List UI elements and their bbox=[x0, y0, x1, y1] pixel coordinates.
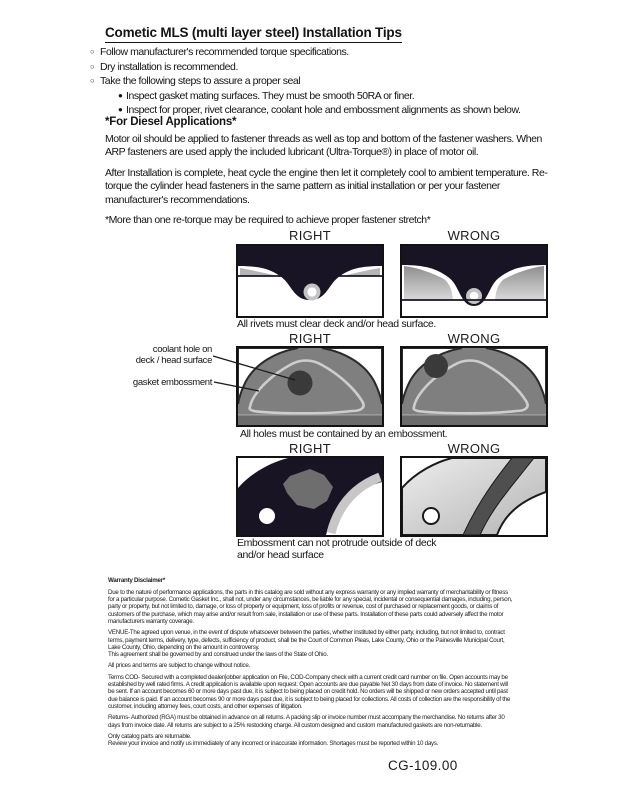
row1-wrong-label: WRONG bbox=[447, 228, 501, 243]
page-title: Cometic MLS (multi layer steel) Installation Tips bbox=[105, 25, 402, 43]
rivet-center bbox=[307, 287, 316, 296]
legal-paragraph: Due to the nature of performance applications, the parts in this catalog are sold without any express warranty or any implied warranty of merchantability or fitness for a particular purpose. Cometic Gasket Inc., shall not, under any circumstances, be liable for any special, incidental or consequential damages, including, person, party or property, but not limited to, damage, or loss of property or equipment, loss of profits or revenue, cost of purchased or replacement goods, or claims of customers of the purchase, which may arise and/or result from sale, installation or use of these parts. Installation of these parts could adversely affect the motor manufacturers warranty coverage. bbox=[108, 588, 513, 625]
rivet-right-diagram bbox=[236, 244, 384, 318]
callout-line: gasket embossment bbox=[132, 377, 212, 388]
protrusion-right-graphic bbox=[238, 458, 382, 535]
bolt-hole bbox=[259, 508, 275, 524]
legal-paragraph: Only catalog parts are returnable. bbox=[108, 732, 192, 740]
open-bullet-icon: ○ bbox=[90, 76, 95, 86]
tip-text: Follow manufacturer's recommended torque specifications. bbox=[100, 46, 349, 58]
diesel-paragraph-1: Motor oil should be applied to fastener threads as well as top and bottom of the fastener washers. When ARP fasteners are used apply the included lubricant (Ultra-Torque®) in place of motor oil. bbox=[105, 133, 542, 159]
gasket-embossment-callout bbox=[118, 377, 212, 388]
coolant-hole-callout bbox=[118, 344, 212, 366]
tip-text: Take the following steps to assure a proper seal bbox=[100, 75, 301, 88]
legal-paragraph: VENUE-The agreed upon venue, in the event of dispute whatsoever between the parties, whether instituted by either party, including, but not limited to, contract terms, payment terms, delivery, type, defects, sufficiency of product, shall be the Court of Common Pleas, Lake County, Ohio or the Painesville Municipal Court, Lake County, Ohio, depending on the amount in controversy. bbox=[108, 629, 505, 651]
diesel-applications-heading: *For Diesel Applications* bbox=[105, 116, 237, 128]
protrusion-wrong-diagram bbox=[400, 456, 548, 537]
legal-paragraph: All prices and terms are subject to change without notice. bbox=[108, 662, 250, 670]
row2-right-label: RIGHT bbox=[289, 331, 331, 346]
coolant-hole bbox=[288, 371, 313, 396]
tip-text: Dry installation is recommended. bbox=[100, 60, 238, 73]
row3-caption bbox=[237, 538, 436, 562]
caption-line: Embossment can not protrude outside of deck bbox=[237, 537, 437, 549]
gasket-bottom-band bbox=[238, 415, 382, 425]
tip-text: Inspect gasket mating surfaces. They must be smooth 50RA or finer. bbox=[126, 89, 415, 102]
tip-text: Inspect for proper, rivet clearance, coolant hole and embossment alignments as shown below. bbox=[126, 104, 521, 117]
gasket-bottom-band bbox=[402, 415, 546, 425]
diesel-paragraph-2: After Installation is complete, heat cycle the engine then let it completely cool to ambient temperature. Re-torque the cylinder head fasteners in the same pattern as initial installation or per your fastener manufacturer's recommendations. bbox=[105, 167, 548, 206]
filled-bullet-icon: ● bbox=[118, 90, 123, 100]
list-item bbox=[90, 74, 570, 89]
open-bullet-icon: ○ bbox=[90, 61, 95, 71]
protrusion-wrong-graphic bbox=[402, 458, 546, 535]
page-number-code: CG-109.00 bbox=[388, 758, 458, 773]
legal-paragraph: Returns- Authorized (RGA) must be obtained in advance on all returns. A packing slip or invoice number must accompany the merchandise. No returns after 30 days from invoice date. All returns are subject to a 25% restocking charge. All custom designed and custom manufactured gaskets are non-returnable. bbox=[108, 714, 505, 729]
callout-line: deck / head surface bbox=[135, 355, 212, 366]
list-item bbox=[90, 89, 570, 104]
rivet-center bbox=[470, 292, 479, 301]
protrusion-right-diagram bbox=[236, 456, 384, 537]
open-bullet-icon: ○ bbox=[90, 47, 95, 56]
callout-line: coolant hole on bbox=[152, 344, 212, 355]
legal-paragraph: Review your invoice and notify us immediately of any incorrect or inaccurate information. Shortages must be reported within 10 days. bbox=[108, 740, 439, 748]
list-item bbox=[90, 60, 570, 75]
row3-right-label: RIGHT bbox=[289, 441, 331, 456]
row2-wrong-label: WRONG bbox=[447, 331, 501, 346]
embossment-wrong-graphic bbox=[402, 348, 546, 425]
legal-paragraph: Terms COD- Secured with a completed dealer/jobber application on File, COD-Company check with a current credit card number on file. Open accounts may be established by well rated firms. A credit application is available upon request. Open accounts are due payable Net 30 days from date of invoice. No statement will be sent. If an account becomes 60 or more days past due, it is subject to being placed on credit hold. No orders will be shipped or new orders accepted until past due balance is paid. If an account becomes 90 or more days past due, it is subject to being placed for collections. All costs of collection are the responsibility of the customer, including attorney fees, court costs, and other expenses of litigation. bbox=[108, 673, 511, 710]
retorque-note: *More than one re-torque may be required to achieve proper fastener stretch* bbox=[105, 214, 431, 226]
embossment-right-diagram bbox=[236, 346, 384, 427]
row2-caption: All holes must be contained by an embossment. bbox=[240, 428, 448, 440]
warranty-disclaimer-section bbox=[108, 577, 513, 747]
row3-wrong-label: WRONG bbox=[447, 441, 501, 456]
rivet-wrong-graphic bbox=[402, 246, 546, 316]
rivet-right-graphic bbox=[238, 246, 382, 316]
rivet-wrong-diagram bbox=[400, 244, 548, 318]
legal-paragraph: This agreement shall be governed by and construed under the laws of the State of Ohio. bbox=[108, 651, 328, 659]
list-item bbox=[90, 45, 570, 60]
filled-bullet-icon: ● bbox=[118, 105, 123, 115]
embossment-wrong-diagram bbox=[400, 346, 548, 427]
installation-tips-list bbox=[90, 45, 570, 118]
embossment-right-graphic bbox=[238, 348, 382, 425]
warranty-disclaimer-heading: Warranty Disclaimer* bbox=[108, 577, 166, 584]
coolant-hole-misaligned bbox=[424, 354, 448, 378]
row1-caption: All rivets must clear deck and/or head surface. bbox=[237, 318, 436, 330]
row1-right-label: RIGHT bbox=[289, 228, 331, 243]
bolt-hole bbox=[423, 508, 439, 524]
caption-line: and/or head surface bbox=[237, 548, 324, 561]
